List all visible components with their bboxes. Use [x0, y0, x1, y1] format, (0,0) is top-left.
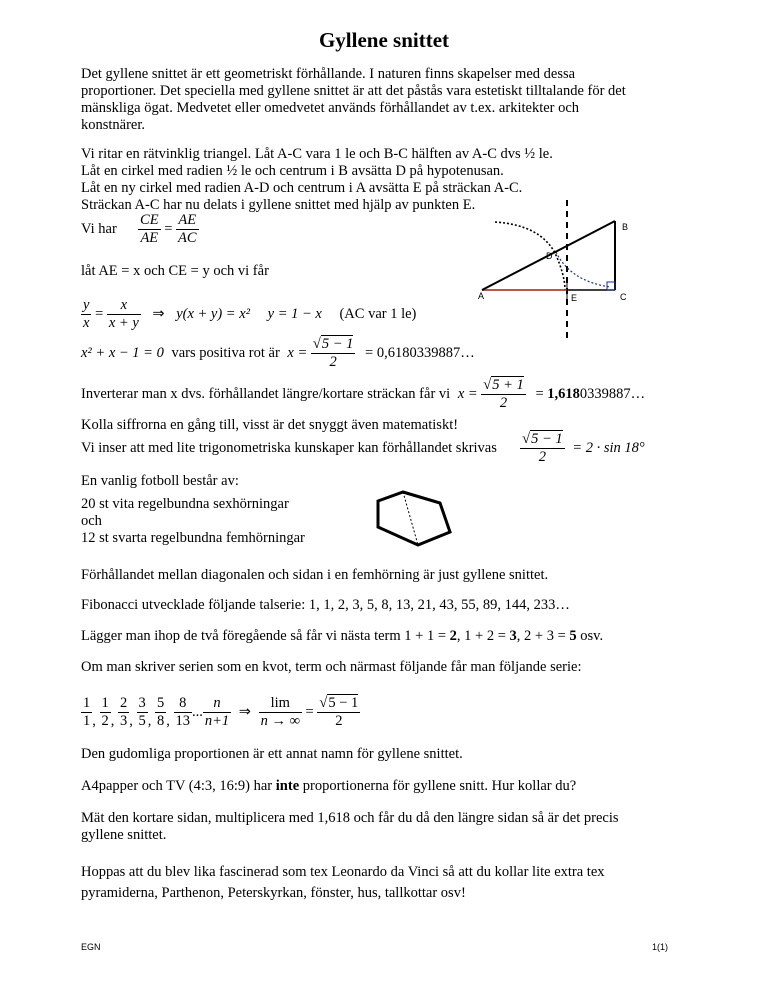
ratio-equation: Vi har $\frac{CE}{AE}$ = $\frac{AE}{AC}$	[81, 212, 197, 246]
footer-left: EGN	[81, 942, 101, 952]
pentagon-shape	[378, 492, 450, 545]
construction-paragraph: Vi ritar en rätvinklig triangel. Låt A-C vara 1 le och B-C hälften av A-C dvs ½ le. Låt en cirkel med radien ½ le och centrum i B avsätta D på hypotenusan. Låt en ny cirkel med radien A-D och centrum i A avsätta E på sträckan A-C. Sträckan A-C har nu delats i gyllene snittet med hjälp av punkten E.	[81, 146, 553, 213]
football-heading: En vanlig fotboll består av:	[81, 473, 239, 489]
pentagon-icon	[370, 488, 470, 548]
equation-2: $\frac{y}{x}$ = $\frac{x}{x + y}$ ⇒ y(x + y) = x² y = 1 − x (AC var 1 le)	[83, 297, 417, 331]
arc-from-a	[495, 222, 565, 290]
page-title: Gyllene snittet	[318, 28, 450, 52]
equation-3: x² + x − 1 = 0 vars positiva rot är x = $\frac{√5 - 1}{2}$ = 0,6180339887…	[81, 336, 475, 370]
measure-text: Mät den kortare sidan, multiplicera med 1,618 och får du då den längre sidan så är det precis gyllene snittet.	[81, 810, 619, 843]
a4-text: A4papper och TV (4:3, 16:9) har inte proportionerna för gyllene snitt. Hur kollar du?	[81, 778, 577, 794]
series-intro: Om man skriver serien som en kvot, term och närmast följande får man följande serie:	[81, 659, 582, 675]
hope-text: Hoppas att du blev lika fascinerad som tex Leonardo da Vinci så att du kollar lite extra tex pyramiderna, Parthenon, Peterskyrkan, fönster, hus, tallkottar osv!	[81, 864, 605, 901]
golden-triangle-diagram	[470, 195, 640, 345]
trig-line: Vi inser att med lite trigonometriska kunskaper kan förhållandet skrivas $\frac{√5 - 1}{2}$ = 2 · sin 18°	[81, 431, 645, 465]
sum-text: Lägger man ihop de två föregående så får vi nästa term 1 + 1 = 2, 1 + 2 = 3, 2 + 3 = 5 osv.	[81, 628, 604, 644]
football-list: 20 st vita regelbundna sexhörningar och 12 st svarta regelbundna femhörningar	[81, 496, 305, 546]
let-line: låt AE = x och CE = y och vi får	[81, 263, 269, 279]
intro-paragraph: Det gyllene snittet är ett geometriskt förhållande. I naturen finns skapelser med dessa proportioner. Det speciella med gyllene snittet är att det påstås vara estetiskt tilltalande för det mänskliga ögat. Medvetet eller omedvetet används förhållandet av t.ex. arkitekter och konstnärer.	[81, 66, 626, 133]
label-b: B	[622, 222, 629, 232]
pentagon-diagonal	[403, 492, 418, 545]
label-a: A	[478, 291, 485, 301]
footer-right: 1(1)	[652, 942, 669, 952]
label-d: D	[546, 251, 553, 261]
series-equation: $\frac{1}{1}$ , $\frac{1}{2}$ , $\frac{2}{3}$ , $\frac{3}{5}$ , $\frac{5}{8}$ , $\frac{8}{13}$ ... $\frac{n}{n+1}$ ⇒ $\frac{\lim}{n \to \infty}$ = $\frac{√5 - 1}{2}$	[83, 695, 359, 729]
right-angle-mark	[607, 282, 615, 290]
divine-text: Den gudomliga proportionen är ett annat namn för gyllene snittet.	[81, 746, 463, 762]
label-c: C	[620, 292, 627, 302]
label-e: E	[571, 293, 578, 303]
pentagon-text: Förhållandet mellan diagonalen och sidan i en femhörning är just gyllene snittet.	[81, 567, 549, 583]
fibonacci-text: Fibonacci utvecklade följande talserie: 1, 1, 2, 3, 5, 8, 13, 21, 43, 55, 89, 144, 233…	[81, 597, 570, 613]
check-line: Kolla siffrorna en gång till, visst är det snyggt även matematiskt!	[81, 417, 459, 433]
invert-line: Inverterar man x dvs. förhållandet längre/kortare sträckan får vi x = $\frac{√5 + 1}{2}$ = 1,6180339887…	[81, 377, 646, 411]
